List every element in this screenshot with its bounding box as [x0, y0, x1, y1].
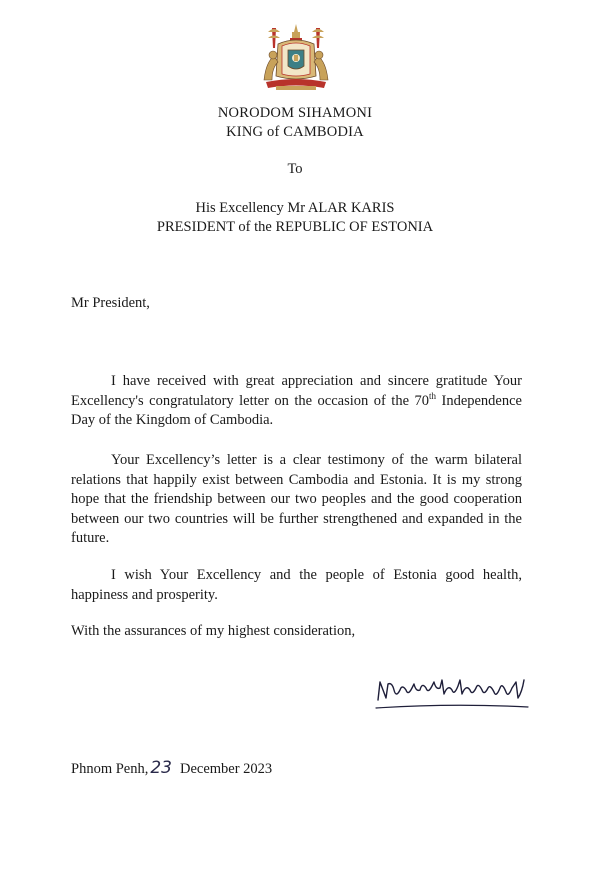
recipient-block — [0, 199, 590, 237]
place-and-date — [71, 758, 272, 778]
closing-line: With the assurances of my highest consideration, — [71, 623, 356, 639]
royal-arms-of-cambodia-emblem — [258, 22, 334, 92]
month-year: December 2023 — [179, 761, 273, 777]
p1-text-after: Independence Day of the Kingdom of Cambodia. — [71, 392, 522, 428]
recipient-title: PRESIDENT of the REPUBLIC OF ESTONIA — [156, 219, 434, 235]
recipient-name: His Excellency Mr ALAR KARIS — [195, 200, 395, 216]
to-label: To — [287, 161, 303, 177]
handwritten-signature — [372, 670, 532, 716]
salutation: Mr President, — [71, 295, 150, 311]
sender-title: KING of CAMBODIA — [226, 124, 364, 140]
p1-text-before: I have received with great appreciation and sincere gratitude Your Excellency's congratulatory letter on the occasion of the 70 — [71, 373, 522, 409]
sender-name: NORODOM SIHAMONI — [217, 105, 373, 121]
handwritten-day: 23 — [150, 758, 172, 778]
body-paragraph-1 — [71, 372, 522, 431]
body-paragraph-3: I wish Your Excellency and the people of Estonia good health, happiness and prosperity. — [71, 567, 522, 603]
p1-ordinal-suffix: th — [429, 390, 437, 401]
place: Phnom Penh, — [71, 761, 149, 777]
sender-block — [0, 104, 590, 142]
body-paragraph-2: Your Excellency’s letter is a clear testimony of the warm bilateral relations that happily exist between Cambodia and Estonia. It is my strong hope that the friendship between our two peoples and the good cooperation between our two countries will be further strengthened and expanded in the future. — [71, 452, 522, 546]
